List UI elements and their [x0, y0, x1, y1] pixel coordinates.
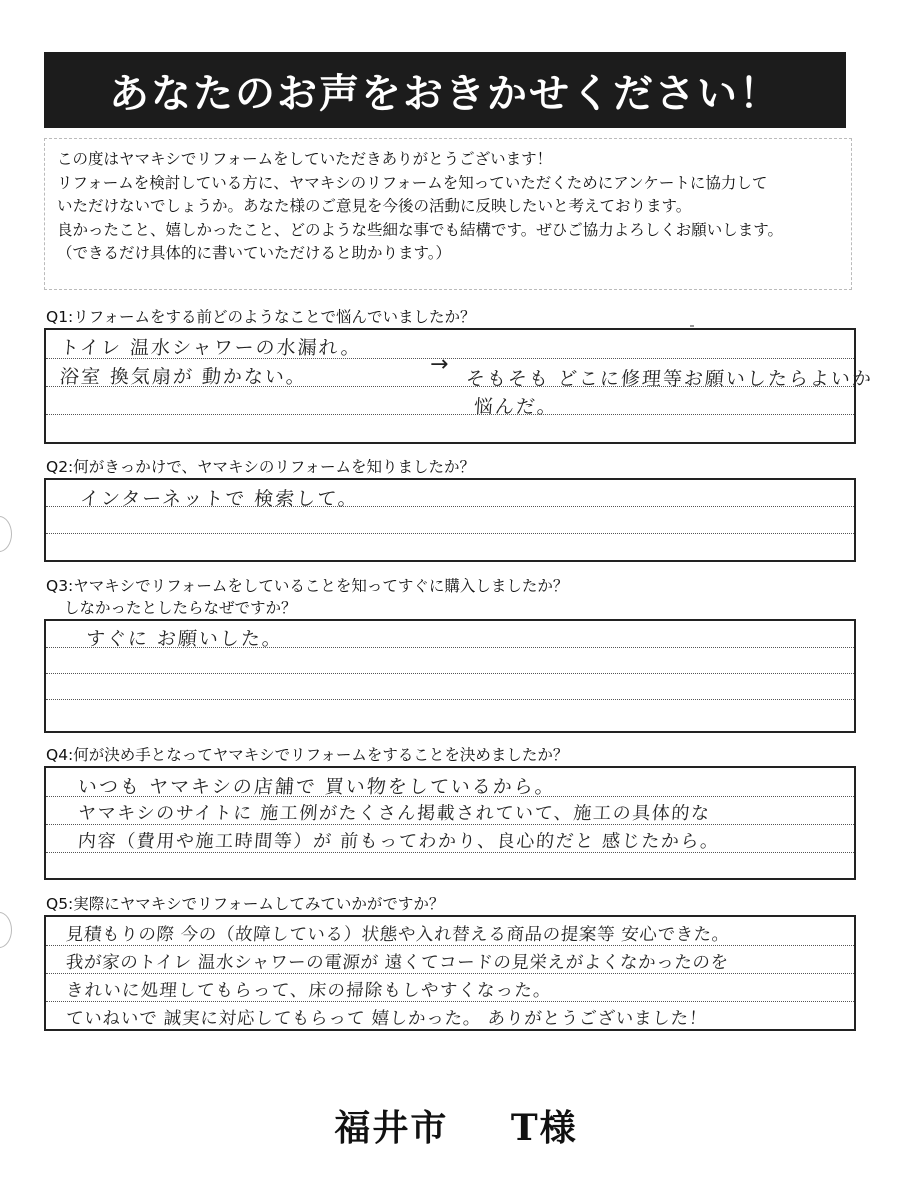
question-3-line-2: しなかったとしたらなぜですか？	[64, 599, 297, 617]
q3-answer-line: すぐに お願いした。	[85, 628, 284, 650]
answer-box-1	[44, 328, 874, 444]
question-2: Q2:何がきっかけで、ヤマキシのリフォームを知りましたか？	[46, 458, 476, 476]
q4-answer-line: いつも ヤマキシの店舗で 買い物をしているから。	[77, 776, 557, 798]
q1-answer-line: そもそも どこに修理等お願いしたらよいか	[465, 368, 874, 390]
intro-line: リフォームを検討している方に、ヤマキシのリフォームを知っていただくためにアンケートに協力して	[57, 173, 768, 192]
answer-box-4	[44, 766, 856, 880]
q1-answer-line: 浴室 換気扇が 動かない。	[59, 366, 308, 388]
intro-line: （できるだけ具体的に書いていただけると助かります。）	[57, 244, 452, 262]
question-5: Q5:実際にヤマキシでリフォームしてみていかがですか？	[46, 895, 445, 913]
q4-answer-line: 内容（費用や施工時間等）が 前もってわかり、良心的だと 感じたから。	[77, 831, 721, 852]
intro-line: いただけないでしょうか。あなた様のご意見を今後の活動に反映したいと考えております。	[57, 197, 692, 215]
q5-answer-line: 見積もりの際 今の（故障している）状態や入れ替える商品の提案等 安心できた。	[65, 925, 731, 945]
intro-box	[44, 138, 852, 290]
customer-name: T様	[510, 1107, 578, 1149]
question-4: Q4:何が決め手となってヤマキシでリフォームをすることを決めましたか？	[46, 746, 569, 764]
binder-hole	[0, 516, 12, 552]
question-3-line-1: Q3:ヤマキシでリフォームをしていることを知ってすぐに購入しましたか？	[46, 577, 569, 595]
q2-answer-line: インターネットで 検索して。	[79, 488, 360, 510]
intro-line: この度はヤマキシでリフォームをしていただきありがとうございます！	[57, 150, 553, 168]
q4-answer-line: ヤマキシのサイトに 施工例がたくさん掲載されていて、施工の具体的な	[77, 803, 712, 824]
binder-hole	[0, 912, 12, 948]
question-1: Q1:リフォームをする前どのようなことで悩んでいましたか？	[46, 308, 476, 326]
q1-answer-line: 悩んだ。	[473, 396, 559, 418]
scan-speck	[690, 325, 694, 327]
page-title: あなたのお声をおきかせください！	[44, 52, 846, 128]
q5-answer-line: きれいに処理してもらって、床の掃除もしやすくなった。	[65, 981, 553, 1001]
answer-box-5	[44, 915, 856, 1031]
customer-city: 福井市	[334, 1107, 449, 1149]
q5-answer-line: ていねいで 誠実に対応してもらって 嬉しかった。 ありがとうございました！	[65, 1009, 708, 1029]
arrow-icon: →	[430, 352, 449, 377]
question-3	[46, 575, 568, 619]
answer-box-3	[44, 619, 856, 733]
customer-signature	[0, 1100, 912, 1151]
intro-line: 良かったこと、嬉しかったこと、どのような些細な事でも結構です。ぜひご協力よろしくお願いします。	[57, 220, 784, 239]
q1-answer-line: トイレ 温水シャワーの水漏れ。	[59, 337, 363, 359]
answer-box-2	[44, 478, 856, 562]
q5-answer-line: 我が家のトイレ 温水シャワーの電源が 遠くてコードの見栄えがよくなかったのを	[65, 953, 730, 973]
